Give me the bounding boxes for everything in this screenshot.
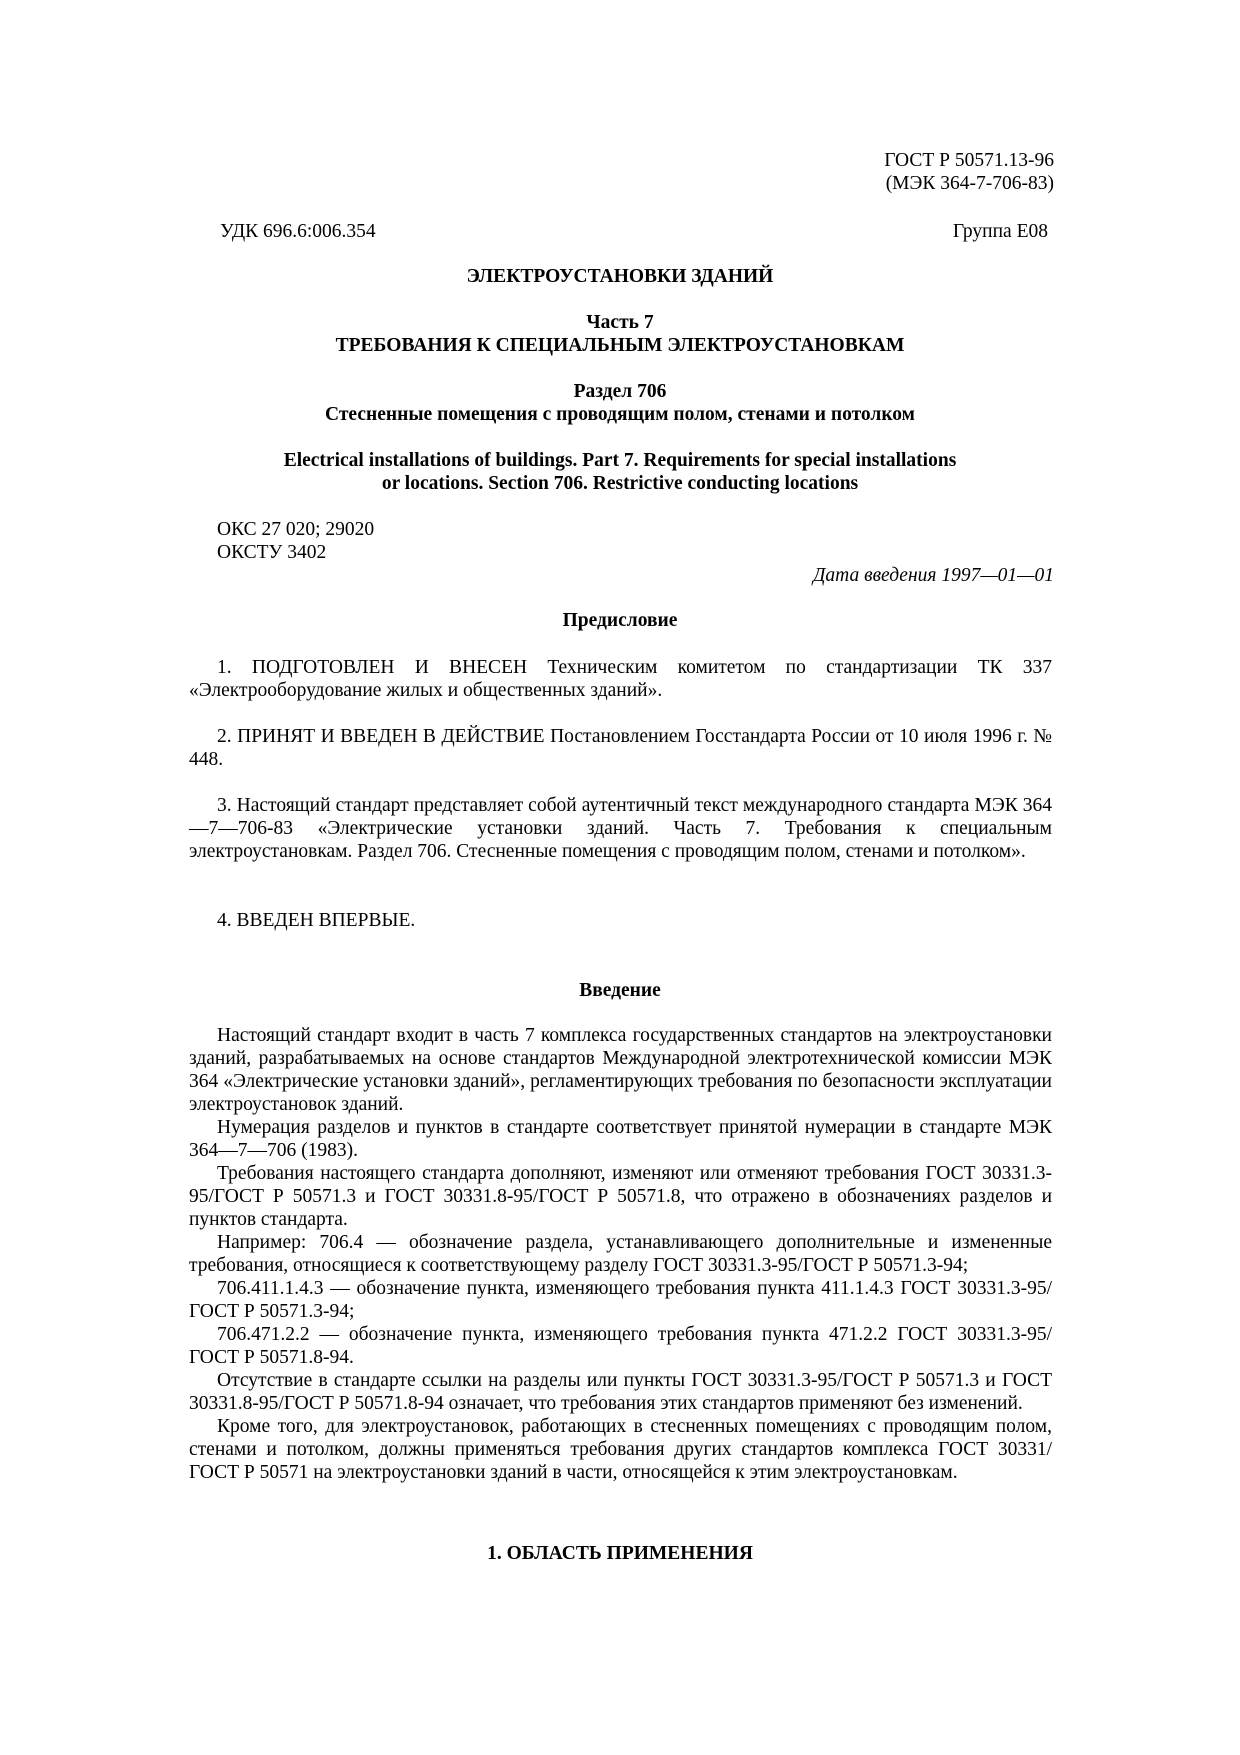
iec-number: (МЭК 364-7-706-83) <box>885 173 1054 194</box>
introduction-paragraph: 706.411.1.4.3 — обозначение пункта, изменяющего требования пункта 411.1.4.3 ГОСТ 30331.3-95/ГОСТ Р 50571.3-94; <box>189 1278 1052 1322</box>
english-title-line-1: Electrical installations of buildings. Part 7. Requirements for special installations <box>283 450 957 471</box>
introduction-heading: Введение <box>579 980 661 1001</box>
introduction-paragraph: Кроме того, для электроустановок, работающих в стесненных помещениях с проводящим полом, стенами и потолком, должны применяться требования других стандартов комплекса ГОСТ 30331/ГОСТ Р 50571 на электроустановки зданий в части, относящейся к этим электроустановкам. <box>189 1416 1052 1483</box>
foreword-item: 1. ПОДГОТОВЛЕН И ВНЕСЕН Техническим комитетом по стандартизации ТК 337 «Электрооборудование жилых и общественных зданий». <box>189 657 1052 701</box>
gost-number: ГОСТ Р 50571.13-96 <box>884 150 1054 171</box>
introduction-body <box>189 1024 1052 1484</box>
foreword-item: 3. Настоящий стандарт представляет собой аутентичный текст международного стандарта МЭК 364—7—706-83 «Электрические установки зданий. Часть 7. Требования к специальным электроустановкам. Раздел 706. Стесненные помещения с проводящим полом, стенами и потолком». <box>189 795 1052 862</box>
part-label: Часть 7 <box>586 312 654 333</box>
classification-codes <box>217 518 374 564</box>
section-label: Раздел 706 <box>573 381 667 402</box>
part-heading <box>186 311 1054 357</box>
oks-code: ОКС 27 020; 29020 <box>217 519 375 540</box>
introduction-paragraph: 706.471.2.2 — обозначение пункта, изменяющего требования пункта 471.2.2 ГОСТ 30331.3-95/ГОСТ Р 50571.8-94. <box>189 1324 1052 1368</box>
introduction-paragraph: Нумерация разделов и пунктов в стандарте соответствует принятой нумерации в стандарте МЭК 364—7—706 (1983). <box>189 1117 1052 1161</box>
group-code: Группа Е08 <box>952 221 1048 242</box>
foreword-item: 4. ВВЕДЕН ВПЕРВЫЕ. <box>217 910 416 931</box>
english-title <box>186 449 1054 495</box>
okstu-code: ОКСТУ 3402 <box>217 542 327 563</box>
introduction-paragraph: Требования настоящего стандарта дополняют, изменяют или отменяют требования ГОСТ 30331.3-95/ГОСТ Р 50571.3 и ГОСТ 30331.8-95/ГОСТ Р 50571.8, что отражено в обозначениях разделов и пунктов стандарта. <box>189 1163 1052 1230</box>
introduction-paragraph: Настоящий стандарт входит в часть 7 комплекса государственных стандартов на электроустановки зданий, разрабатываемых на основе стандартов Международной электротехнической комиссии МЭК 364 «Электрические установки зданий», регламентирующих требования по безопасности эксплуатации электроустановок зданий. <box>189 1025 1052 1115</box>
foreword-item: 2. ПРИНЯТ И ВВЕДЕН В ДЕЙСТВИЕ Постановлением Госстандарта России от 10 июля 1996 г. № 448. <box>189 726 1052 770</box>
document-title: ЭЛЕКТРОУСТАНОВКИ ЗДАНИЙ <box>466 266 774 287</box>
section-title: Стесненные помещения с проводящим полом, стенами и потолком <box>325 404 915 425</box>
part-title: ТРЕБОВАНИЯ К СПЕЦИАЛЬНЫМ ЭЛЕКТРОУСТАНОВКАМ <box>335 335 905 356</box>
introduction-paragraph: Отсутствие в стандарте ссылки на разделы или пункты ГОСТ 30331.3-95/ГОСТ Р 50571.3 и ГОСТ 30331.8-95/ГОСТ Р 50571.8-94 означает, что требования этих стандартов применяют без изменений. <box>189 1370 1052 1414</box>
section-heading <box>186 380 1054 426</box>
introduction-paragraph: Например: 706.4 — обозначение раздела, устанавливающего дополнительные и измененные требования, относящиеся к соответствующему разделу ГОСТ 30331.3-95/ГОСТ Р 50571.3-94; <box>189 1232 1052 1276</box>
introduction-date: Дата введения 1997—01—01 <box>813 565 1054 586</box>
udk-code: УДК 696.6:006.354 <box>220 221 376 242</box>
section-1-heading: 1. ОБЛАСТЬ ПРИМЕНЕНИЯ <box>487 1543 753 1564</box>
foreword-heading: Предисловие <box>562 610 678 631</box>
standard-designation <box>884 149 1054 195</box>
english-title-line-2: or locations. Section 706. Restrictive conducting locations <box>381 473 859 494</box>
